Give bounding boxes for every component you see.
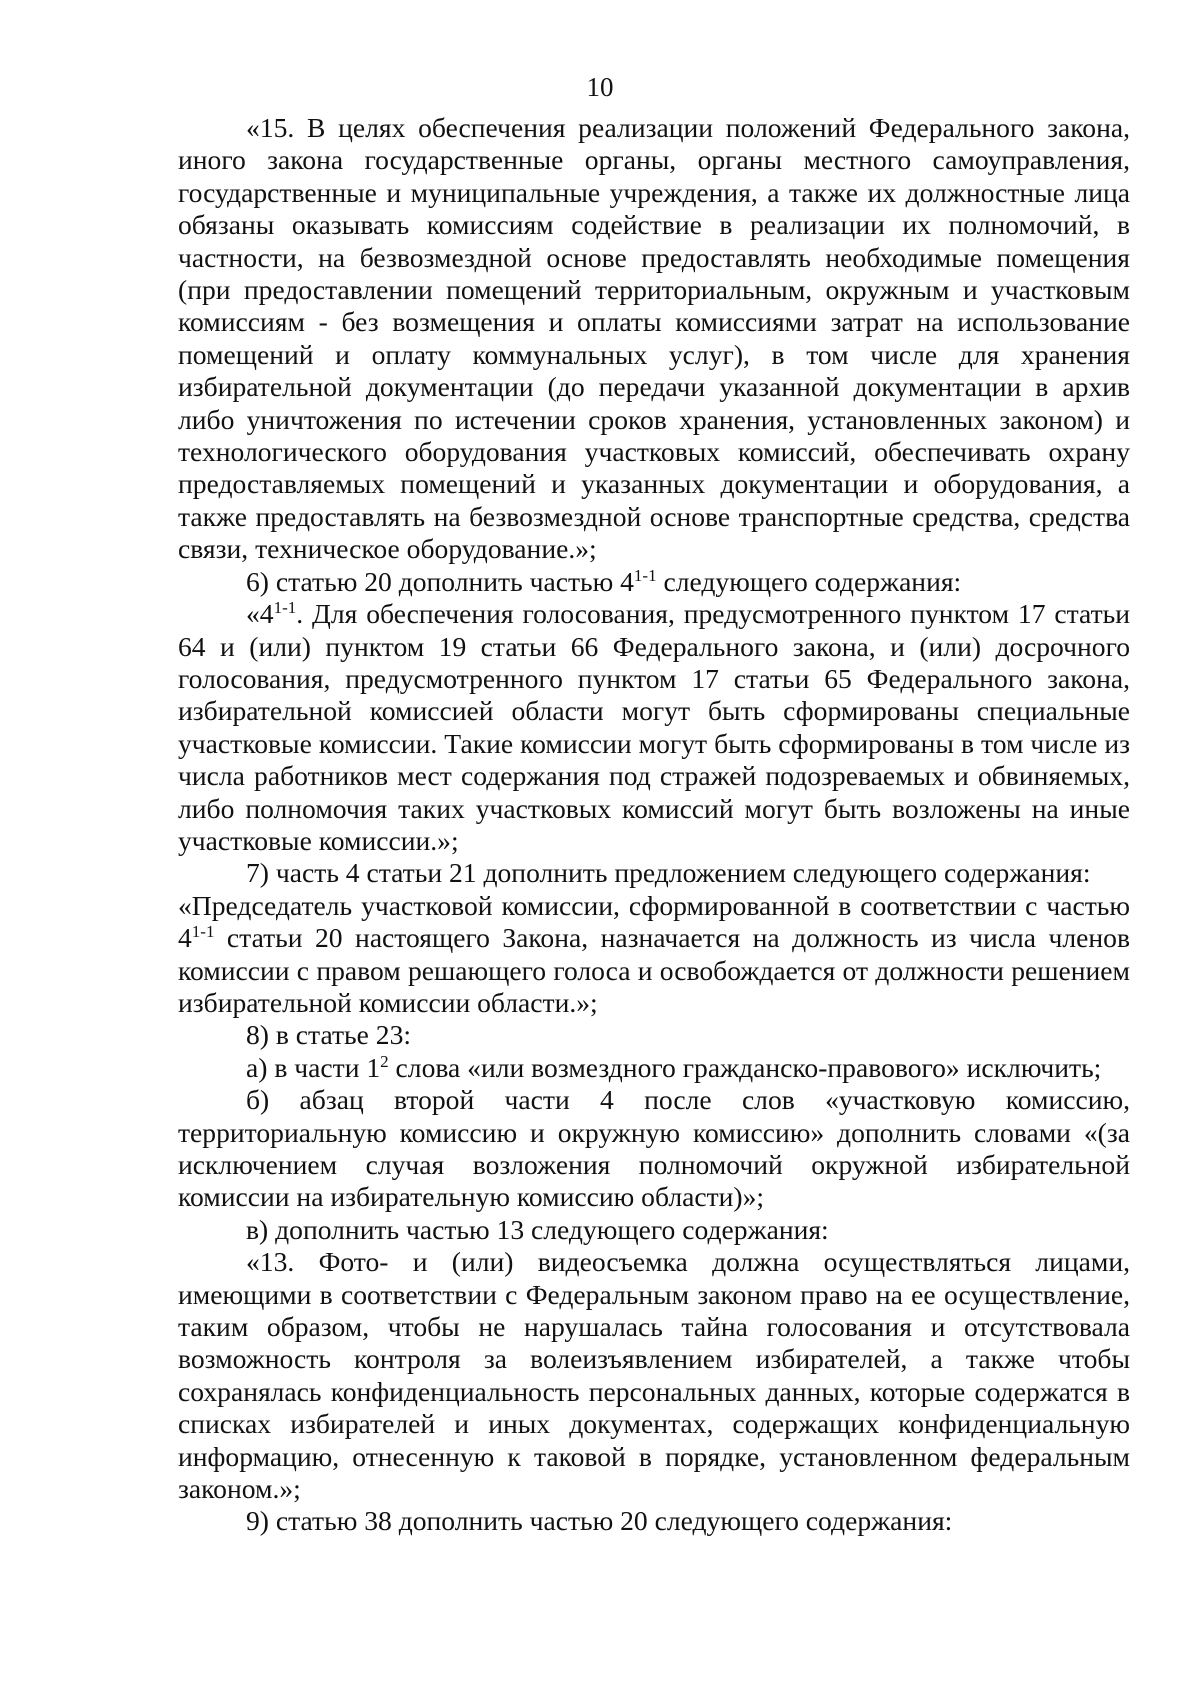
document-body [178,112,1130,1538]
superscript: 1-1 [273,597,297,617]
paragraph-text: «Председатель участковой комиссии, сформированной в соответствии с частью 4 [178,889,1130,954]
list-item-8b [178,1084,1130,1214]
page-number: 10 [586,72,614,102]
paragraph-text: 6) статью 20 дополнить частью 4 [246,565,634,597]
paragraph-text: «4 [246,598,274,630]
paragraph-text: в) дополнить частью 13 следующего содержания: [246,1213,829,1245]
paragraph-text: . Для обеспечения голосования, предусмотренного пунктом 17 статьи 64 и (или) пунктом 19 статьи 66 Федерального закона, и (или) досрочного голосования, предусмотренного пунктом 17 статьи 65 Федерального закона, избирательной комиссией области могут быть сформированы специальные участковые комиссии. Такие комиссии могут быть сформированы в том числе из числа работников мест содержания под стражей подозреваемых и обвиняемых, либо полномочия таких участковых комиссий могут быть возложены на иные участковые комиссии.»; [178,598,1130,856]
superscript: 1-1 [633,565,657,585]
paragraph-part-15 [178,112,1130,566]
list-item-8v [178,1214,1130,1246]
paragraph-text: 9) статью 38 дополнить частью 20 следующего содержания: [246,1505,953,1537]
list-item-8 [178,1019,1130,1051]
list-item-7 [178,857,1130,889]
paragraph-text: а) в части 1 [246,1051,381,1083]
list-item-6 [178,566,1130,598]
paragraph-text: следующего содержания: [656,565,962,597]
paragraph-text: 7) часть 4 статьи 21 дополнить предложением следующего содержания: [246,857,1091,889]
paragraph-text: б) абзац второй части 4 после слов «участковую комиссию, территориальную комиссию и окружную комиссию» дополнить словами «(за исключением случая возложения полномочий окружной избирательной комиссии на избирательную комиссию области)»; [178,1084,1130,1213]
paragraph-text: статьи 20 настоящего Закона, назначается на должность из числа членов комиссии с правом решающего голоса и освобождается от должности решением избирательной комиссии области.»; [178,922,1130,1018]
list-item-9 [178,1505,1130,1537]
paragraph-part-4-1-1 [178,598,1130,857]
paragraph-text: слова «или возмездного гражданско-правового» исключить; [388,1051,1102,1083]
superscript: 1-1 [191,921,215,941]
paragraph-text: «13. Фото- и (или) видеосъемка должна осуществляться лицами, имеющими в соответствии с Федеральным законом право на ее осуществление, таким образом, чтобы не нарушалась тайна голосования и отсутствовала возможность контроля за волеизъявлением избирателей, а также чтобы сохранялась конфиденциальность персональных данных, которые содержатся в списках избирателей и иных документах, содержащих конфиденциальную информацию, отнесенную к таковой в порядке, установленном федеральным законом.»; [178,1246,1130,1505]
paragraph-chairman [178,890,1130,1020]
paragraph-text: «15. В целях обеспечения реализации положений Федерального закона, иного закона государственные органы, органы местного самоуправления, государственные и муниципальные учреждения, а также их должностные лица обязаны оказывать комиссиям содействие в реализации их полномочий, в частности, на безвозмездной основе предоставлять необходимые помещения (при предоставлении помещений территориальным, окружным и участковым комиссиям - без возмещения и оплаты комиссиями затрат на использование помещений и оплату коммунальных услуг), в том числе для хранения избирательной документации (до передачи указанной документации в архив либо уничтожения по истечении сроков хранения, установленных законом) и технологического оборудования участковых комиссий, обеспечивать охрану предоставляемых помещений и указанных документации и оборудования, а также предоставлять на безвозмездной основе транспортные средства, средства связи, техническое оборудование.»; [178,112,1130,565]
paragraph-part-13 [178,1246,1130,1505]
superscript: 2 [380,1051,389,1071]
list-item-8a [178,1052,1130,1084]
paragraph-text: 8) в статье 23: [246,1019,412,1051]
